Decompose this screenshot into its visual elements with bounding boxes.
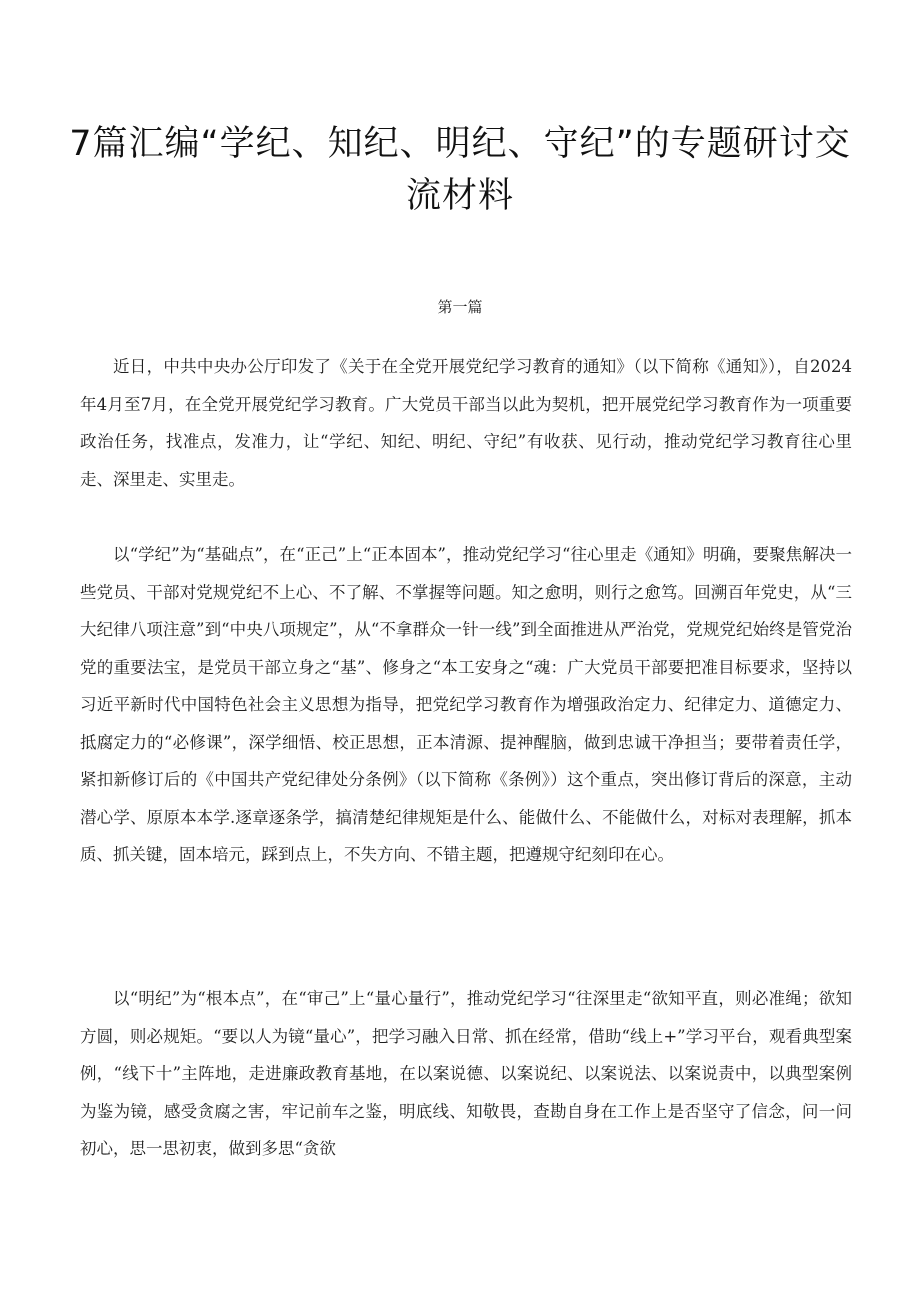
body-paragraph-3: 以“明纪”为“根本点”，在“审己”上“量心量行”，推动党纪学习“往深里走“欲知平直，则必准绳；欲知方圆，则必规矩。“要以人为镜“量心”，把学习融入日常、抓在经常，借助“线上+”学习平台，观看典型案例，“线下十”主阵地，走进廉政教育基地，在以案说德、以案说纪、以案说法、以案说责中，以典型案例为鉴为镜，感受贪腐之害，牢记前车之鉴，明底线、知敬畏，查勘自身在工作上是否坚守了信念，问一问初心，思一思初衷，做到多思“贪欲 xyxy=(80,989,852,1158)
body-paragraph-2: 以“学纪”为“基础点”，在“正己”上“正本固本”，推动党纪学习“往心里走《通知》明确，要聚焦解决一些党员、干部对党规党纪不上心、不了解、不掌握等问题。知之愈明，则行之愈笃。回溯百年党史，从“三大纪律八项注意”到“中央八项规定”，从“不拿群众一针一线”到全面推进从严治党，党规党纪始终是管党治党的重要法宝，是党员干部立身之“基”、修身之“本工安身之“魂：广大党员干部要把准目标要求，坚持以习近平新时代中国特色社会主义思想为指导，把党纪学习教育作为增强政治定力、纪律定力、道德定力、抵腐定力的“必修课”，深学细悟、校正思想，正本清源、提神醒脑，做到忠诚干净担当；要带着责任学，紧扣新修订后的《中国共产党纪律处分条例》（以下简称《条例》）这个重点，突出修订背后的深意，主动潜心学、原原本本学.逐章逐条学，搞清楚纪律规矩是什么、能做什么、不能做什么，对标对表理解，抓本质、抓关键，固本培元，踩到点上，不失方向、不错主题，把遵规守纪刻印在心。 xyxy=(80,545,852,864)
document-title: 7篇汇编“学纪、知纪、明纪、守纪”的专题研讨交流材料 xyxy=(69,124,851,216)
body-paragraph-1: 近日，中共中央办公厅印发了《关于在全党开展党纪学习教育的通知》（以下简称《通知》），自2024年4月至7月，在全党开展党纪学习教育。广大党员干部当以此为契机，把开展党纪学习教育作为一项重要政治任务，找准点，发准力，让“学纪、知纪、明纪、守纪”有收获、见行动，推动党纪学习教育往心里走、深里走、实里走。 xyxy=(80,357,852,489)
section-heading: 第一篇 xyxy=(437,298,483,316)
